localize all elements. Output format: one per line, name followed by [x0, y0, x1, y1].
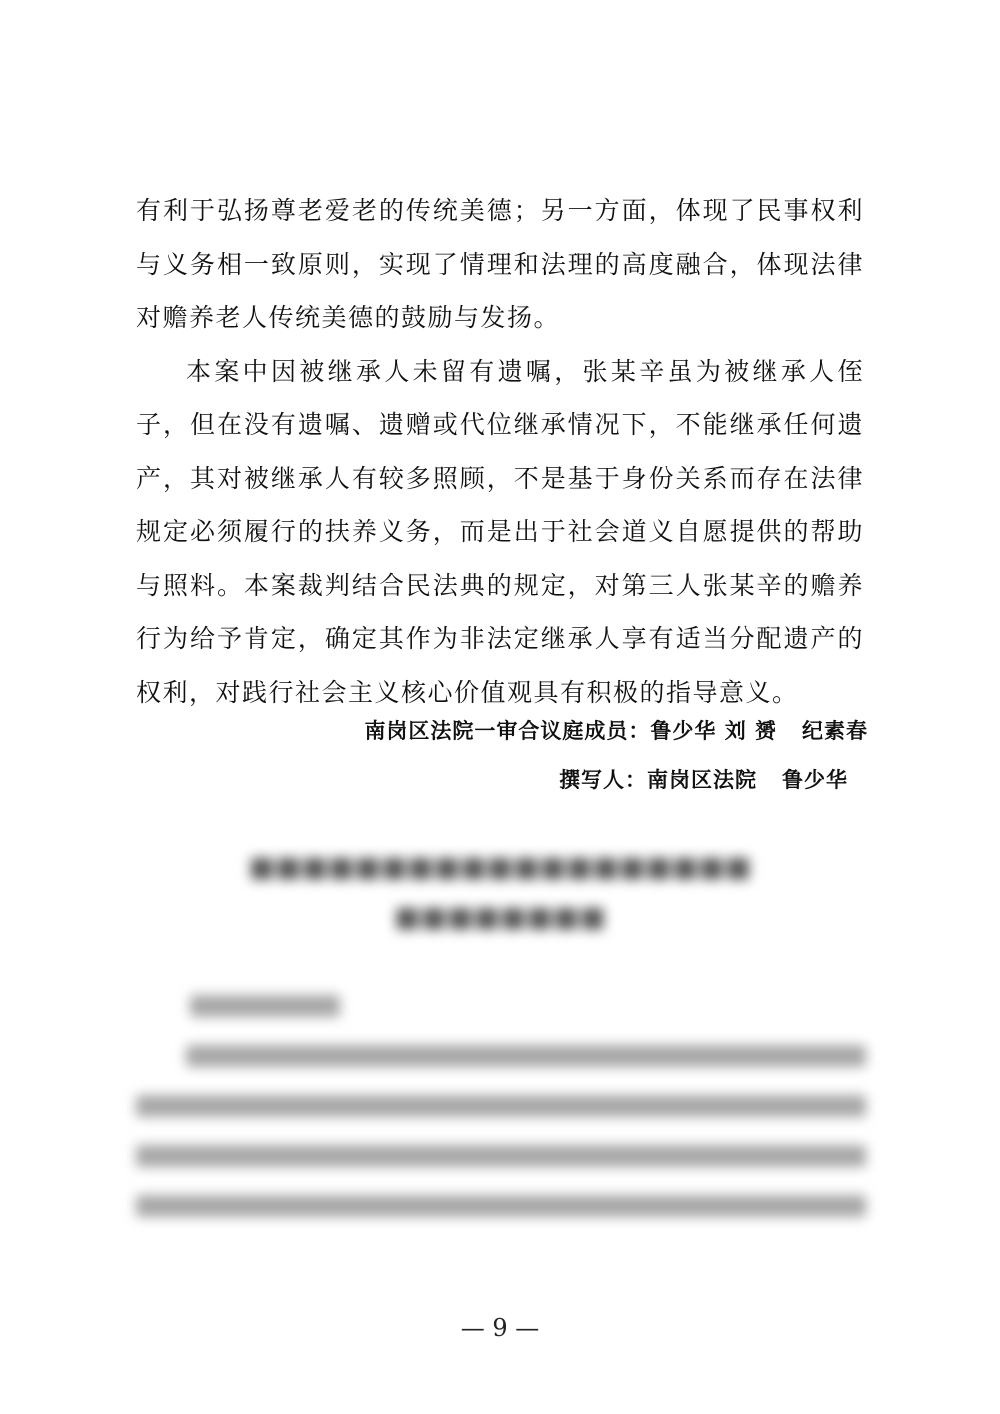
- paragraph-2: 本案中因被继承人未留有遗嘱，张某辛虽为被继承人侄子，但在没有遗嘱、遗赠或代位继承情况下，不能继承任何遗产，其对被继承人有较多照顾，不是基于身份关系而存在法律规定必须履行的扶养义务，而是出于社会道义自愿提供的帮助与照料。本案裁判结合民法典的规定，对第三人张某辛的赡养行为给予肯定，确定其作为非法定继承人享有适当分配遗产的权利，对践行社会主义核心价值观具有积极的指导意义。: [136, 356, 864, 707]
- blurred-title-line-1: ■■■■■■■■■■■■■■■■■■■: [248, 850, 752, 883]
- trial-panel-members: 南岗区法院一审合议庭成员：鲁少华 刘 赟 纪素春: [364, 719, 868, 743]
- blurred-text-line: [136, 1095, 866, 1117]
- blurred-section-heading: [190, 995, 340, 1017]
- author-line: 撰写人：南岗区法院 鲁少华: [559, 768, 848, 792]
- blurred-title-line-2: ■■■■■■■■: [394, 900, 606, 933]
- paragraph-1: 有利于弘扬尊老爱老的传统美德；另一方面，体现了民事权利与义务相一致原则，实现了情理和法理的高度融合，体现法律对赡养老人传统美德的鼓励与发扬。: [136, 196, 864, 332]
- blurred-text-line: [136, 1195, 866, 1217]
- blurred-text-line: [136, 1145, 866, 1167]
- blurred-text-line: [186, 1045, 866, 1067]
- page-number: — 9 —: [460, 1314, 540, 1342]
